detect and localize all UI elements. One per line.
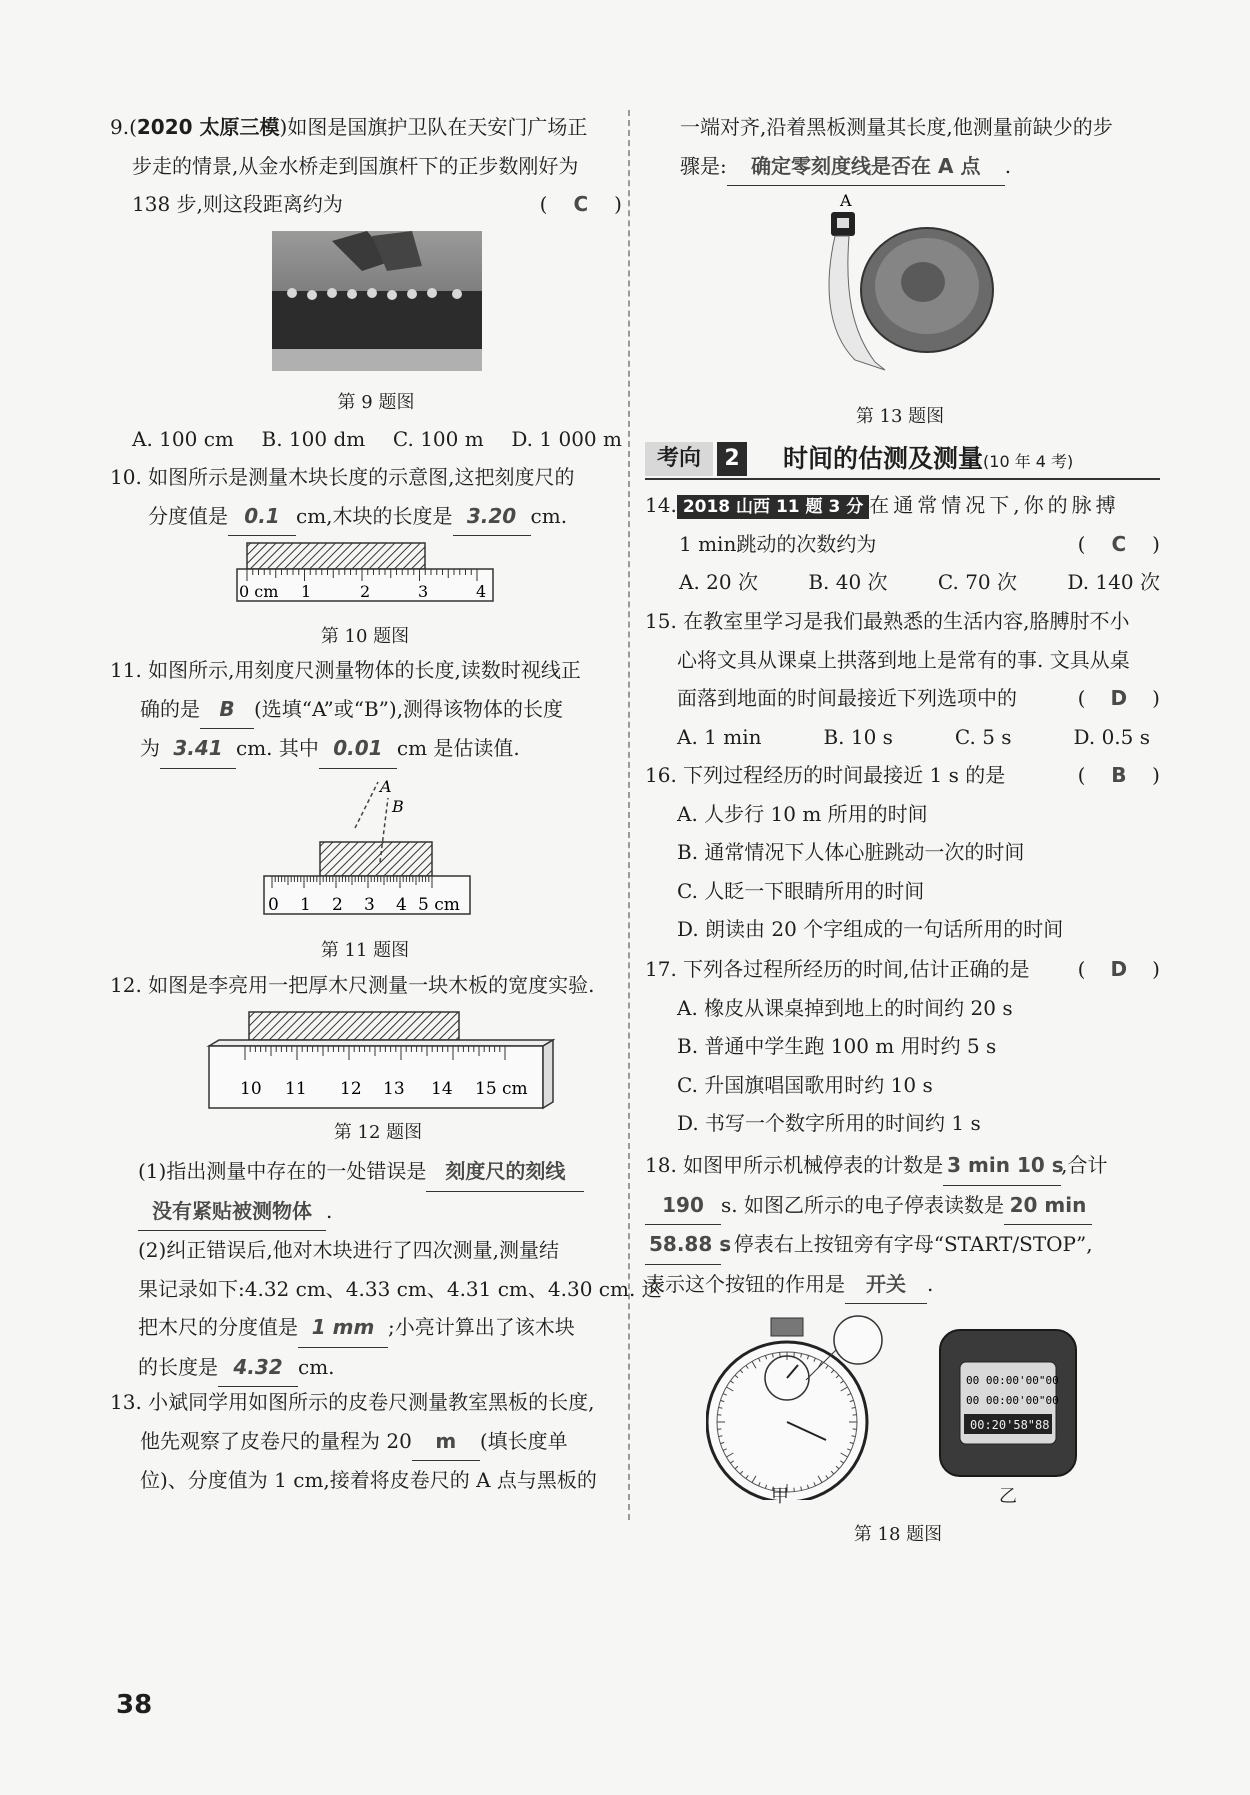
answer-blank: 刻度尺的刻线 bbox=[426, 1152, 584, 1192]
electronic-stopwatch bbox=[938, 1328, 1078, 1478]
section-subtitle: (10 年 4 考) bbox=[983, 452, 1074, 471]
option-d: D. 1 000 m bbox=[511, 427, 622, 451]
ruler-label: 3 bbox=[364, 895, 375, 915]
ruler-label: 15 cm bbox=[475, 1079, 528, 1099]
answer-bracket: ( B ) bbox=[1078, 756, 1160, 795]
figure-11-ruler bbox=[260, 770, 475, 918]
question-9: 9.(2020 太原三模)如图是国旗护卫队在天安门广场正 步走的情景,从金水桥走到国旗杆下的正步数刚好为 138 步,则这段距离约为 ( C ) bbox=[110, 108, 622, 224]
option-d: D. 140 次 bbox=[1067, 570, 1160, 594]
page-number: 38 bbox=[116, 1690, 153, 1720]
answer-blank: B bbox=[200, 690, 254, 730]
option-c: C. 人眨一下眼睛所用的时间 bbox=[677, 878, 925, 903]
measured-object bbox=[320, 842, 432, 876]
sight-line-a bbox=[355, 782, 378, 828]
label-a: A bbox=[380, 777, 392, 796]
option-c: C. 升国旗唱国歌用时约 10 s bbox=[677, 1072, 933, 1097]
option-b: B. 10 s bbox=[823, 724, 893, 749]
figure-9-caption: 第 9 题图 bbox=[337, 392, 415, 413]
section-title: 时间的估测及测量 bbox=[783, 444, 984, 473]
ruler-label: 11 bbox=[285, 1079, 307, 1099]
label-b: B bbox=[392, 797, 404, 816]
answer-blank: 190 bbox=[645, 1186, 721, 1226]
answer-choice: D bbox=[1110, 686, 1128, 710]
answer-bracket: ( D ) bbox=[1078, 950, 1160, 989]
column-divider bbox=[628, 110, 630, 1520]
wooden-board bbox=[249, 1012, 459, 1040]
question-13: 13. 小斌同学用如图所示的皮卷尺测量教室黑板的长度, 他先观察了皮卷尺的量程为 20 m (填长度单 位)、分度值为 1 cm,接着将皮卷尺的 A 点与黑板的 bbox=[110, 1390, 597, 1492]
answer-blank: 没有紧贴被测物体 bbox=[138, 1192, 326, 1232]
option-a: A. 人步行 10 m 所用的时间 bbox=[677, 801, 928, 826]
answer-choice: C bbox=[573, 192, 589, 216]
label-jia: 甲 bbox=[771, 1486, 789, 1507]
figure-10-ruler bbox=[235, 541, 497, 605]
answer-bracket: ( D ) bbox=[1078, 679, 1160, 718]
exam-source-tag: 2018 山西 11 题 3 分 bbox=[677, 495, 869, 519]
question-12-parts: (1)指出测量中存在的一处错误是 刻度尺的刻线 没有紧贴被测物体 . (2)纠正错误后,他对木块进行了四次测量,测量结 果记录如下:4.32 cm、4.33 cm、4.31 cm、4.30 cm. 这 把木尺的分度值是 1 mm ;小亮计算出了该木块 的长度是 4.32 cm. bbox=[138, 1152, 628, 1387]
option-a: A. 橡皮从课桌掉到地上的时间约 20 s bbox=[677, 995, 1013, 1020]
figure-12-ruler bbox=[205, 1010, 555, 1110]
display-reading: 00:20'58"88 bbox=[970, 1418, 1050, 1432]
question-15: 15. 在教室里学习是我们最熟悉的生活内容,胳膊肘不小 心将文具从课桌上拱落到地上是常有的事. 文具从桌 面落到地面的时间最接近下列选项中的 ( D ) A. 1 min B. 10 s C. 5 s D. 0.5 s bbox=[645, 602, 1160, 756]
answer-choice: C bbox=[1111, 531, 1127, 556]
figure-10-caption: 第 10 题图 bbox=[320, 626, 410, 647]
option-d: D. 朗读由 20 个字组成的一句话所用的时间 bbox=[677, 917, 1064, 941]
ruler-label: 2 bbox=[360, 582, 371, 601]
answer-blank: 20 min bbox=[1004, 1186, 1092, 1226]
question-16: 16. 下列过程经历的时间最接近 1 s 的是 ( B ) A. 人步行 10 m 所用的时间 B. 通常情况下人体心脏跳动一次的时间 C. 人眨一下眼睛所用的时间 D. 朗读由 20 个字组成的一句话所用的时间 bbox=[645, 756, 1160, 949]
label-a: A bbox=[840, 191, 852, 210]
ruler-label: 0 cm bbox=[239, 582, 279, 601]
ruler-label: 4 bbox=[476, 582, 487, 601]
ruler-label: 2 bbox=[332, 895, 343, 915]
tape-measure-figure bbox=[815, 190, 995, 382]
answer-blank: m bbox=[412, 1422, 480, 1462]
option-a: A. 1 min bbox=[677, 724, 762, 749]
answer-blank: 0.1 bbox=[228, 497, 296, 537]
honor-guard-photo bbox=[272, 231, 482, 371]
answer-choice: B bbox=[1111, 763, 1127, 787]
figure-11-caption: 第 11 题图 bbox=[320, 940, 410, 961]
answer-blank: 开关 bbox=[845, 1265, 927, 1305]
question-12: 12. 如图是李亮用一把厚木尺测量一块木板的宽度实验. bbox=[110, 973, 595, 997]
ruler-label: 10 bbox=[240, 1079, 262, 1099]
figure-18-caption: 第 18 题图 bbox=[853, 1524, 943, 1545]
answer-choice: D bbox=[1110, 957, 1128, 981]
question-11: 11. 如图所示,用刻度尺测量物体的长度,读数时视线正 确的是 B (选填“A”或“B”),测得该物体的长度 为 3.41 cm. 其中 0.01 cm 是估读值. bbox=[110, 651, 622, 769]
answer-blank: 58.88 s bbox=[645, 1225, 721, 1265]
option-c: C. 5 s bbox=[954, 724, 1012, 749]
option-d: D. 书写一个数字所用的时间约 1 s bbox=[677, 1111, 981, 1135]
ruler-label: 12 bbox=[340, 1079, 362, 1099]
question-9-options bbox=[132, 420, 622, 459]
section-label: 考向 bbox=[645, 442, 713, 476]
answer-blank: 3.20 bbox=[453, 497, 531, 537]
figure-12-caption: 第 12 题图 bbox=[333, 1122, 423, 1143]
answer-blank: 3 min 10 s bbox=[943, 1146, 1061, 1186]
ruler-label: 1 bbox=[301, 582, 312, 601]
option-b: B. 普通中学生跑 100 m 用时约 5 s bbox=[677, 1034, 997, 1058]
ruler-label: 0 bbox=[268, 895, 279, 915]
ruler-label: 5 cm bbox=[418, 895, 460, 915]
answer-blank: 确定零刻度线是否在 A 点 bbox=[727, 147, 1005, 187]
answer-blank: 1 mm bbox=[298, 1308, 388, 1348]
question-source: 2020 太原三模 bbox=[136, 115, 280, 139]
question-10: 10. 如图所示是测量木块长度的示意图,这把刻度尺的 分度值是 0.1 cm,木块的长度是 3.20 cm. bbox=[110, 458, 622, 536]
label-yi: 乙 bbox=[999, 1486, 1017, 1507]
display-row: 00 00:00'00"00 bbox=[966, 1374, 1059, 1387]
question-17: 17. 下列各过程所经历的时间,估计正确的是 ( D ) A. 橡皮从课桌掉到地上的时间约 20 s B. 普通中学生跑 100 m 用时约 5 s C. 升国旗唱国歌用时约 10 s D. 书写一个数字所用的时间约 1 s bbox=[645, 950, 1160, 1143]
option-d: D. 0.5 s bbox=[1073, 724, 1150, 749]
section-header bbox=[645, 440, 1160, 480]
option-a: A. 100 cm bbox=[132, 427, 234, 451]
option-b: B. 40 次 bbox=[808, 570, 888, 594]
option-a: A. 20 次 bbox=[679, 570, 758, 594]
ruler-label: 1 bbox=[300, 895, 311, 915]
section-number: 2 bbox=[717, 442, 747, 476]
ruler-label: 4 bbox=[396, 895, 407, 915]
answer-bracket: ( C ) bbox=[540, 185, 622, 224]
wood-block bbox=[247, 543, 425, 569]
question-18: 18. 如图甲所示机械停表的计数是 3 min 10 s,合计 190 s. 如图乙所示的电子停表读数是 20 min 58.88 s. 停表右上按钮旁有字母“START/STOP”, 表示这个按钮的作用是 开关 . bbox=[645, 1146, 1160, 1304]
mechanical-stopwatch bbox=[706, 1310, 896, 1500]
display-row: 00 00:00'00"00 bbox=[966, 1394, 1059, 1407]
question-14: 14. 2018 山西 11 题 3 分 在通常情况下,你的脉搏 1 min跳动的次数约为 ( C ) A. 20 次 B. 40 次 C. 70 次 D. 140 次 bbox=[645, 486, 1160, 602]
option-b: B. 通常情况下人体心脏跳动一次的时间 bbox=[677, 840, 1025, 864]
answer-blank: 4.32 bbox=[218, 1348, 298, 1388]
ruler-label: 14 bbox=[431, 1079, 453, 1099]
answer-bracket: ( C ) bbox=[1078, 525, 1160, 564]
option-c: C. 70 次 bbox=[937, 570, 1018, 594]
figure-13-caption: 第 13 题图 bbox=[855, 406, 945, 427]
option-b: B. 100 dm bbox=[261, 427, 366, 451]
ruler-label: 3 bbox=[418, 582, 429, 601]
answer-blank: 0.01 bbox=[319, 729, 397, 769]
ruler-label: 13 bbox=[383, 1079, 405, 1099]
answer-blank: 3.41 bbox=[160, 729, 236, 769]
option-c: C. 100 m bbox=[392, 427, 484, 451]
question-13-cont: 一端对齐,沿着黑板测量其长度,他测量前缺少的步 骤是: 确定零刻度线是否在 A 点 . bbox=[680, 108, 1160, 186]
